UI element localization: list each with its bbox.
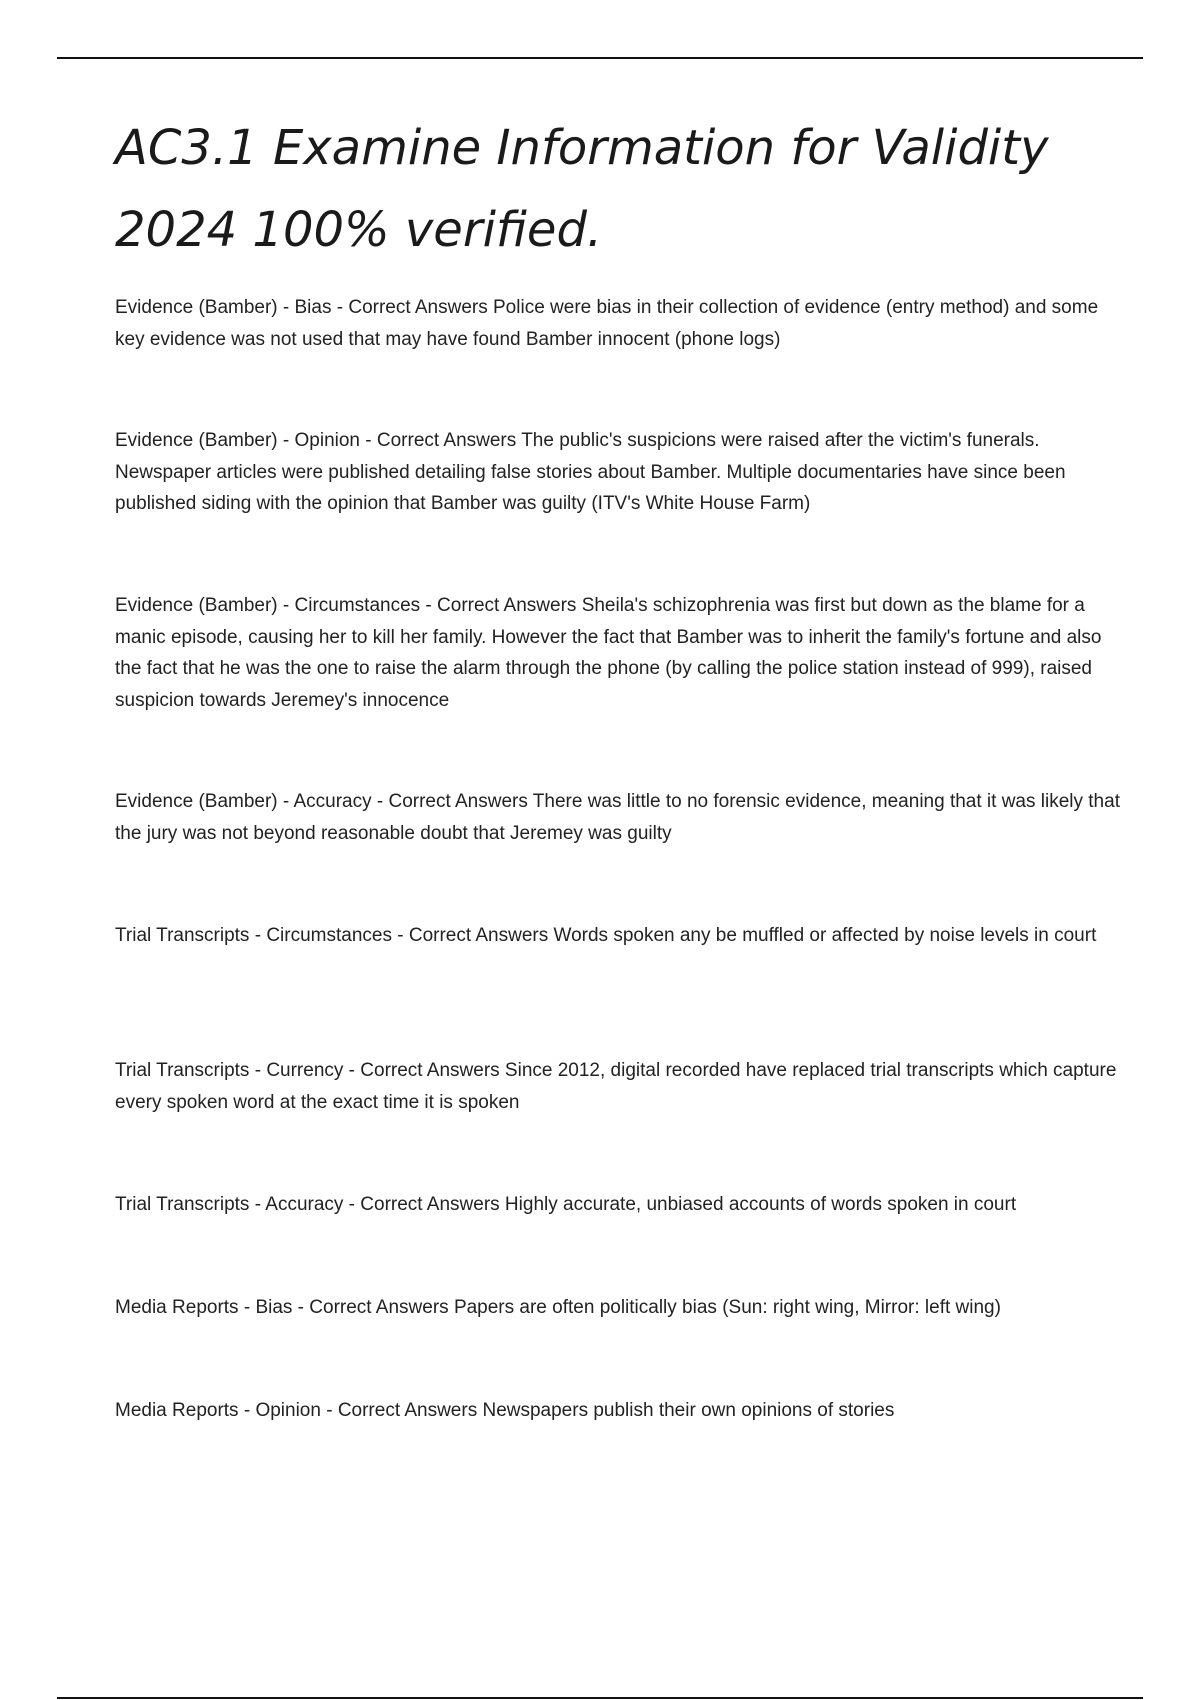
- entry-media-bias: Media Reports - Bias - Correct Answers Papers are often politically bias (Sun: right wing, Mirror: left wing): [115, 1297, 1001, 1318]
- entry-bamber-bias: Evidence (Bamber) - Bias - Correct Answers Police were bias in their collection of evidence (entry method) and some key evidence was not used that may have found Bamber innocent (phone logs): [115, 297, 1099, 350]
- entry-transcripts-accuracy: Trial Transcripts - Accuracy - Correct Answers Highly accurate, unbiased accounts of words spoken in court: [115, 1194, 1017, 1215]
- title-line-1: AC3.1 Examine Information for Validity: [115, 120, 1049, 176]
- top-rule: [57, 57, 1143, 59]
- entry-bamber-opinion: Evidence (Bamber) - Opinion - Correct Answers The public's suspicions were raised after the victim's funerals. Newspaper articles were published detailing false stories about Bamber. Multiple documentaries have since been published siding with the opinion that Bamber was guilty (ITV's White House Farm): [115, 430, 1066, 514]
- title-line-2: 2024 100% verified.: [115, 202, 603, 258]
- entry-bamber-accuracy: Evidence (Bamber) - Accuracy - Correct Answers There was little to no forensic evidence, meaning that it was likely that the jury was not beyond reasonable doubt that Jeremey was guilty: [115, 791, 1120, 844]
- entry-transcripts-currency: Trial Transcripts - Currency - Correct Answers Since 2012, digital recorded have replaced trial transcripts which capture every spoken word at the exact time it is spoken: [115, 1060, 1117, 1113]
- page-title: [115, 107, 1115, 271]
- bottom-rule: [57, 1697, 1143, 1699]
- entry-media-opinion: Media Reports - Opinion - Correct Answers Newspapers publish their own opinions of stories: [115, 1400, 895, 1421]
- entry-bamber-circumstances: Evidence (Bamber) - Circumstances - Correct Answers Sheila's schizophrenia was first but down as the blame for a manic episode, causing her to kill her family. However the fact that Bamber was to inherit the family's fortune and also the fact that he was the one to raise the alarm through the phone (by calling the police station instead of 999), raised suspicion towards Jeremey's innocence: [115, 595, 1102, 711]
- entry-transcripts-circumstances: Trial Transcripts - Circumstances - Correct Answers Words spoken any be muffled or affected by noise levels in court: [115, 925, 1097, 946]
